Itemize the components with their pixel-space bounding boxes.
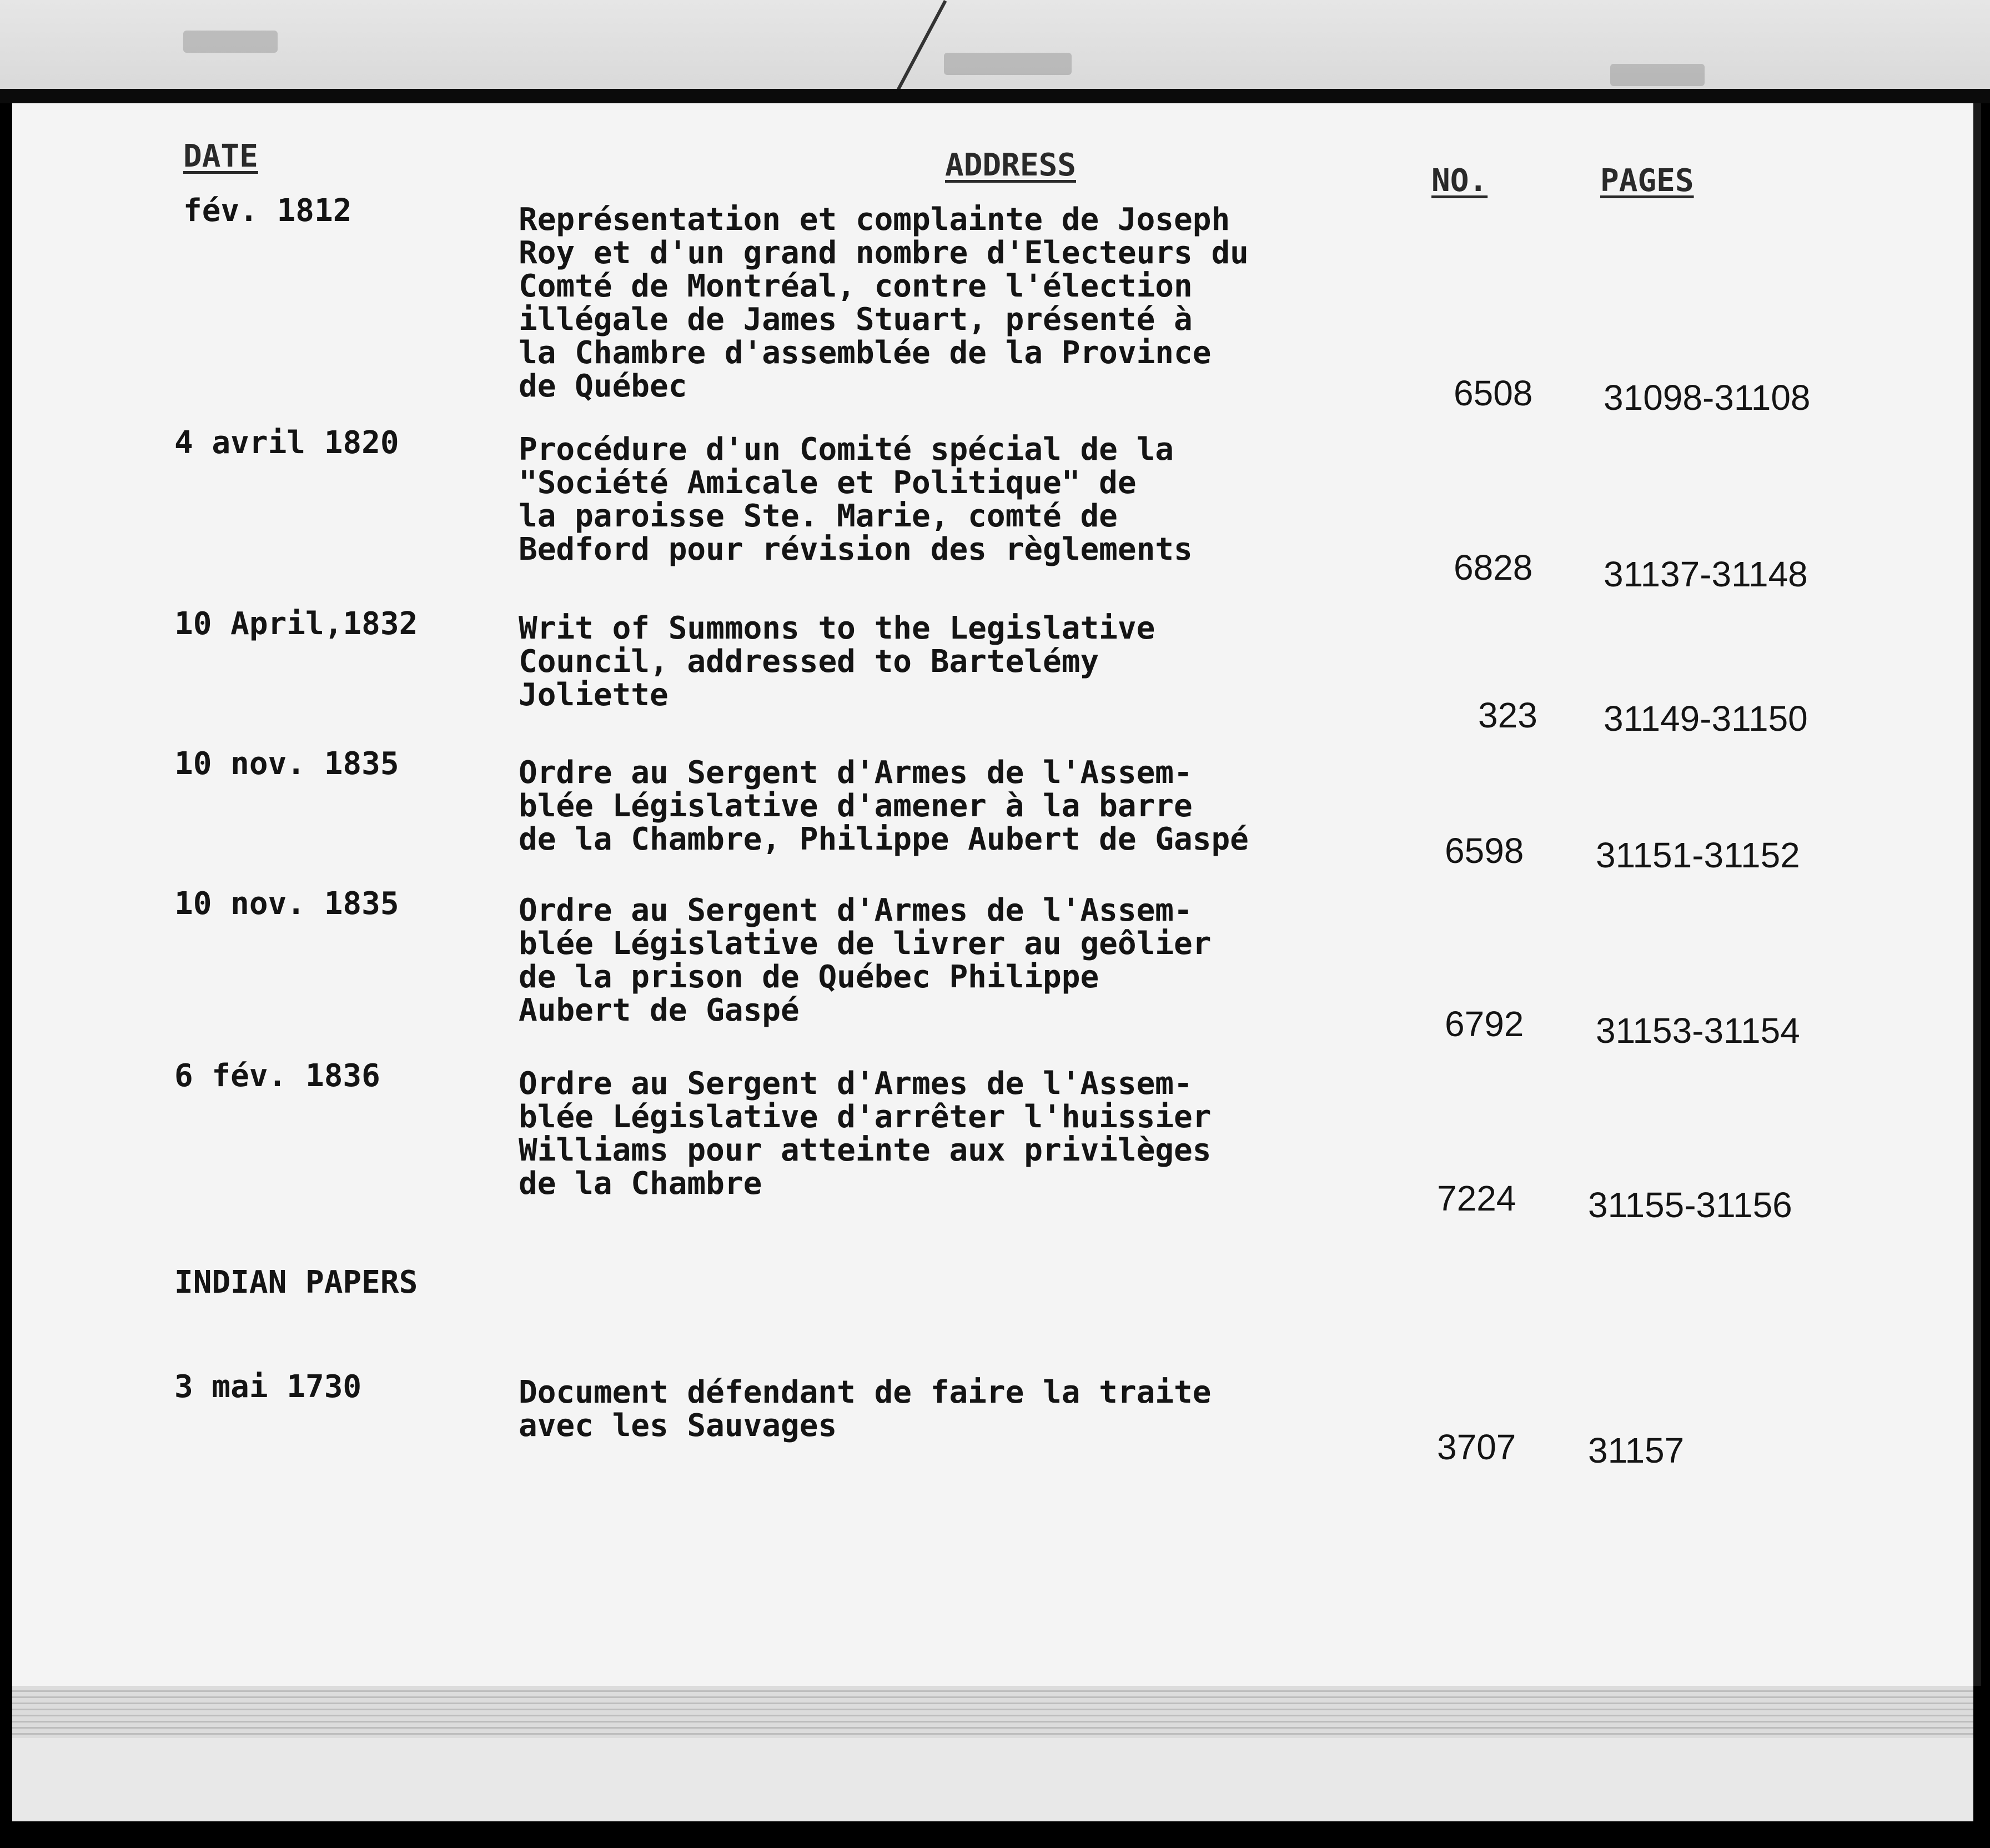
entry-no: 323 (1478, 695, 1537, 735)
entry-pages: 31155-31156 (1588, 1185, 1792, 1225)
entry-date: 6 fév. 1836 (174, 1058, 380, 1094)
card-stack-foot (12, 1738, 1973, 1821)
entry-address: Représentation et complainte de Joseph Roy et d'un grand nombre d'Electeurs du Comté de Montréal, contre l'élection illégale de James Stuart, présenté à la Chambre d'assemblée de la Province de Québec (519, 202, 1249, 404)
faded-mark (183, 31, 278, 53)
entry-address: Procédure d'un Comité spécial de la "Société Amicale et Politique" de la paroisse Ste. Marie, comté de Bedford pour révision des règlements (519, 431, 1193, 568)
header-pages: PAGES (1600, 163, 1694, 199)
entry-date: 10 April,1832 (174, 606, 418, 642)
header-date: DATE (183, 138, 258, 174)
entry-pages: 31157 (1588, 1430, 1685, 1470)
faded-mark (944, 53, 1072, 75)
entry-address: Writ of Summons to the Legislative Council, addressed to Bartelémy Joliette (519, 610, 1155, 713)
entry-no: 6792 (1445, 1004, 1524, 1044)
entry-date: fév. 1812 (183, 193, 352, 229)
entry-no: 3707 (1437, 1427, 1516, 1467)
section-title: INDIAN PAPERS (174, 1264, 418, 1300)
entry-address: Ordre au Sergent d'Armes de l'Assem- blée Législative d'amener à la barre de la Chambre, Philippe Aubert de Gaspé (519, 755, 1249, 857)
entry-no: 7224 (1437, 1178, 1516, 1218)
entry-pages: 31151-31152 (1596, 835, 1800, 875)
entry-pages: 31149-31150 (1604, 699, 1808, 739)
entry-no: 6508 (1454, 373, 1533, 413)
header-no: NO. (1431, 163, 1488, 199)
previous-card-edge (0, 0, 1990, 92)
entry-address: Ordre au Sergent d'Armes de l'Assem- blée Législative d'arrêter l'huissier Williams pour atteinte aux privilèges de la Chambre (519, 1066, 1212, 1202)
entry-address: Ordre au Sergent d'Armes de l'Assem- blée Législative de livrer au geôlier de la prison de Québec Philippe Aubert de Gaspé (519, 892, 1212, 1028)
card-top-edge (0, 89, 1990, 103)
entry-date: 4 avril 1820 (174, 425, 399, 461)
entry-no: 6598 (1445, 831, 1524, 871)
entry-no: 6828 (1454, 548, 1533, 587)
index-card (12, 103, 1981, 1686)
entry-date: 3 mai 1730 (174, 1369, 362, 1405)
entry-pages: 31137-31148 (1604, 554, 1808, 594)
header-address: ADDRESS (945, 147, 1077, 183)
entry-pages: 31098-31108 (1604, 378, 1811, 418)
faded-mark (1610, 64, 1705, 86)
entry-address: Document défendant de faire la traite avec les Sauvages (519, 1374, 1212, 1444)
entry-date: 10 nov. 1835 (174, 746, 399, 782)
entry-pages: 31153-31154 (1596, 1011, 1800, 1051)
entry-date: 10 nov. 1835 (174, 886, 399, 922)
